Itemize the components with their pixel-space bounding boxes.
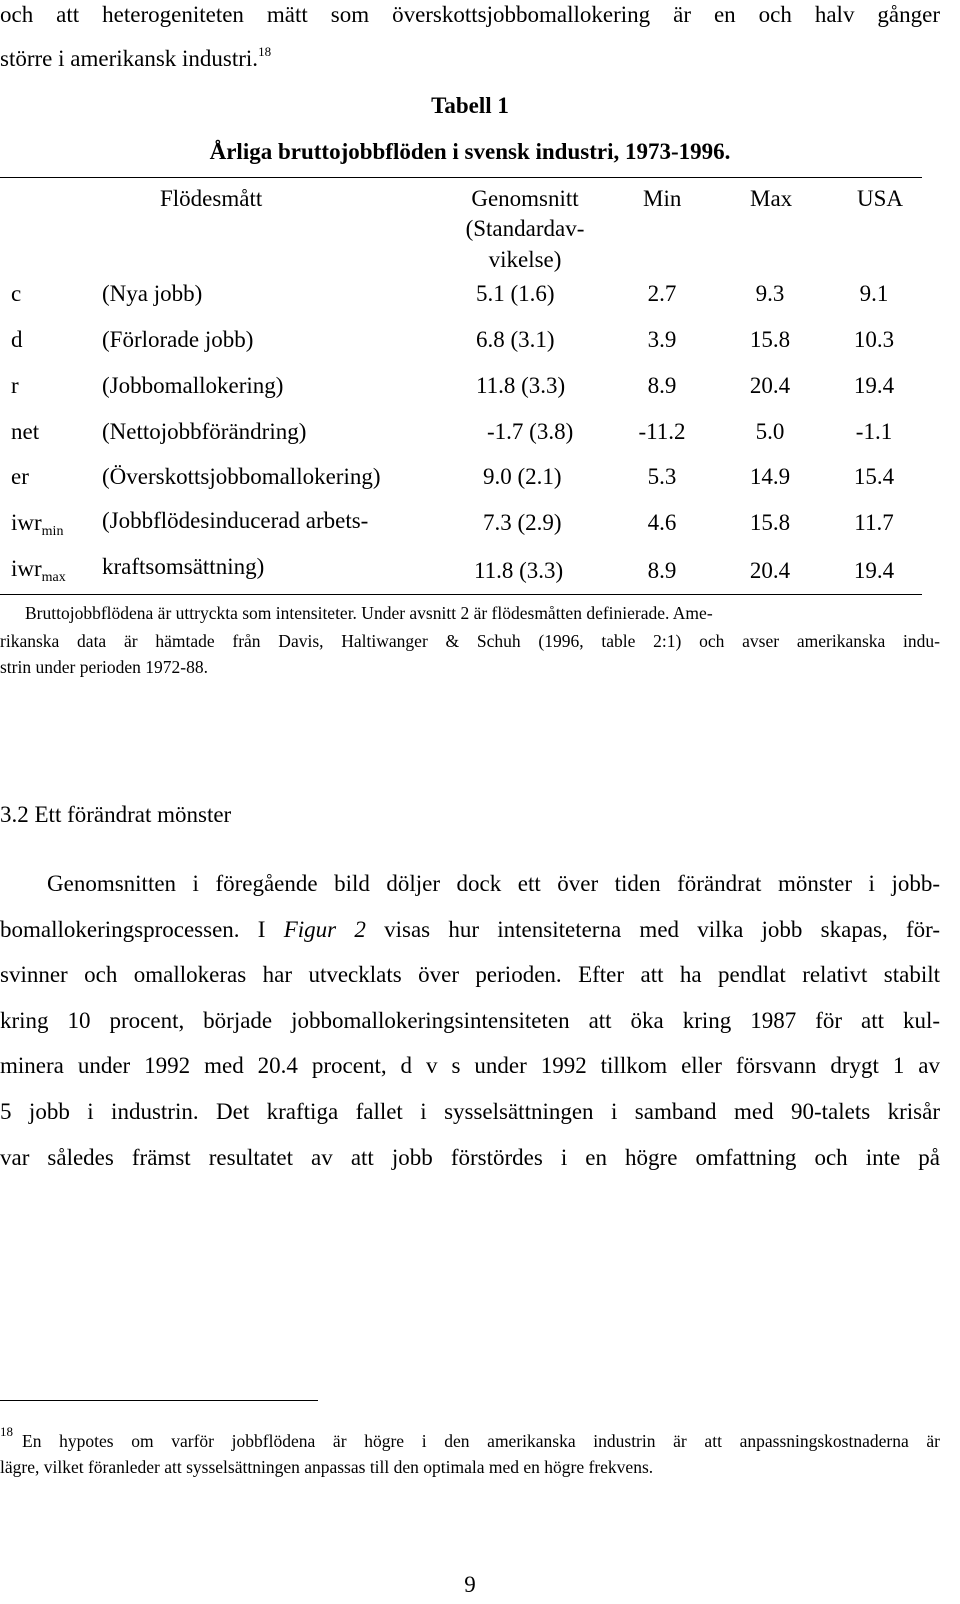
row-usa: 19.4 <box>853 558 895 583</box>
row-mean: 7.3 (2.9) <box>483 510 562 535</box>
intro-line-2-text: större i amerikansk industri. <box>0 46 259 71</box>
header-max: Max <box>750 186 793 211</box>
table-title: Tabell 1 <box>431 93 509 118</box>
row-symbol-sub: min <box>41 524 64 539</box>
row-min: 2.7 <box>647 281 677 306</box>
row-symbol: c <box>11 281 22 306</box>
row-symbol: net <box>11 419 40 444</box>
intro-line-2 <box>0 44 272 71</box>
footnote-line-2: lägre, vilket föranleder att sysselsättningen anpassas till den optimala med en högre frekvens. <box>0 1457 654 1477</box>
row-mean: 9.0 (2.1) <box>483 464 562 489</box>
row-usa: -1.1 <box>855 419 893 444</box>
row-min: 8.9 <box>647 558 677 583</box>
row-symbol: er <box>11 464 29 489</box>
header-measure: Flödesmått <box>160 186 263 211</box>
row-max: 20.4 <box>749 558 791 583</box>
row-mean: -1.7 (3.8) <box>487 419 574 444</box>
footnote-ref: 18 <box>258 44 272 59</box>
row-label: (Jobbflödesinducerad arbets- <box>102 508 369 533</box>
header-mean-3: vikelse) <box>488 247 562 272</box>
row-label: (Förlorade jobb) <box>102 327 254 352</box>
row-mean: 11.8 (3.3) <box>476 373 566 398</box>
row-symbol-sub: max <box>41 570 66 585</box>
figure-reference: Figur 2 <box>283 917 366 942</box>
table-bottom-rule <box>0 594 922 595</box>
footnote-number: 18 <box>0 1424 13 1439</box>
footnote-line-1: En hypotes om varför jobbflödena är högre i den amerikanska industrin är att anpassningskostnaderna är <box>22 1431 940 1451</box>
row-min: 8.9 <box>647 373 677 398</box>
paragraph-line-2-a: bomallokeringsprocessen. I <box>0 917 284 942</box>
header-usa: USA <box>857 186 904 211</box>
row-usa: 19.4 <box>853 373 895 398</box>
row-max: 20.4 <box>749 373 791 398</box>
row-symbol-base: iwr <box>11 510 42 535</box>
header-min: Min <box>643 186 682 211</box>
paragraph-line-4: kring 10 procent, började jobbomallokeringsintensiteten att öka kring 1987 för att kul- <box>0 1008 940 1033</box>
row-max: 15.8 <box>749 510 791 535</box>
header-mean-2: (Standardav- <box>465 216 585 241</box>
row-max: 14.9 <box>749 464 791 489</box>
row-label: (Nettojobbförändring) <box>102 419 307 444</box>
header-mean-1: Genomsnitt <box>471 186 579 211</box>
row-min: 5.3 <box>647 464 677 489</box>
row-label: (Jobbomallokering) <box>102 373 284 398</box>
paragraph-line-2 <box>0 918 940 941</box>
intro-line-1: och att heterogeniteten mätt som överskottsjobbomallokering är en och halv gånger <box>0 2 940 27</box>
row-symbol-base: iwr <box>11 556 42 581</box>
row-min: 3.9 <box>647 327 677 352</box>
row-usa: 11.7 <box>854 510 894 535</box>
table-note-3: strin under perioden 1972-88. <box>0 657 209 677</box>
row-usa: 10.3 <box>853 327 895 352</box>
row-usa: 9.1 <box>859 281 889 306</box>
row-usa: 15.4 <box>853 464 895 489</box>
row-label: kraftsomsättning) <box>102 554 265 579</box>
paragraph-line-5: minera under 1992 med 20.4 procent, d v s under 1992 tillkom eller försvann drygt 1 av <box>0 1053 940 1078</box>
table-subtitle: Årliga bruttojobbflöden i svensk industri, 1973-1996. <box>209 139 731 164</box>
row-mean: 6.8 (3.1) <box>476 327 555 352</box>
row-max: 9.3 <box>755 281 785 306</box>
row-mean: 5.1 (1.6) <box>476 281 555 306</box>
paragraph-line-6: 5 jobb i industrin. Det kraftiga fallet i sysselsättningen i samband med 90-talets krisår <box>0 1099 940 1124</box>
paragraph-line-3: svinner och omallokeras har utvecklats över perioden. Efter att ha pendlat relativt stabilt <box>0 962 940 987</box>
row-min: -11.2 <box>638 419 686 444</box>
table-note-2: rikanska data är hämtade från Davis, Haltiwanger & Schuh (1996, table 2:1) och avser amerikanska indu- <box>0 631 940 651</box>
row-min: 4.6 <box>647 510 677 535</box>
row-symbol: d <box>11 327 23 352</box>
section-heading: 3.2 Ett förändrat mönster <box>0 802 232 827</box>
row-max: 15.8 <box>749 327 791 352</box>
row-max: 5.0 <box>755 419 785 444</box>
row-symbol: r <box>11 373 19 398</box>
table-top-rule <box>0 177 922 178</box>
paragraph-line-1: Genomsnitten i föregående bild döljer dock ett över tiden förändrat mönster i jobb- <box>47 871 940 896</box>
footnote-separator <box>0 1400 318 1401</box>
paragraph-line-7: var således främst resultatet av att jobb förstördes i en högre omfattning och inte på <box>0 1145 940 1170</box>
paragraph-line-2-b: visas hur intensiteterna med vilka jobb skapas, för- <box>365 917 941 942</box>
row-label: (Nya jobb) <box>102 281 203 306</box>
row-mean: 11.8 (3.3) <box>474 558 564 583</box>
row-label: (Överskottsjobbomallokering) <box>102 464 381 489</box>
page-number: 9 <box>464 1572 476 1597</box>
row-symbol <box>11 556 66 585</box>
row-symbol <box>11 510 64 539</box>
table-note-1: Bruttojobbflödena är uttryckta som intensiteter. Under avsnitt 2 är flödesmåtten definierade. Ame- <box>25 603 713 623</box>
